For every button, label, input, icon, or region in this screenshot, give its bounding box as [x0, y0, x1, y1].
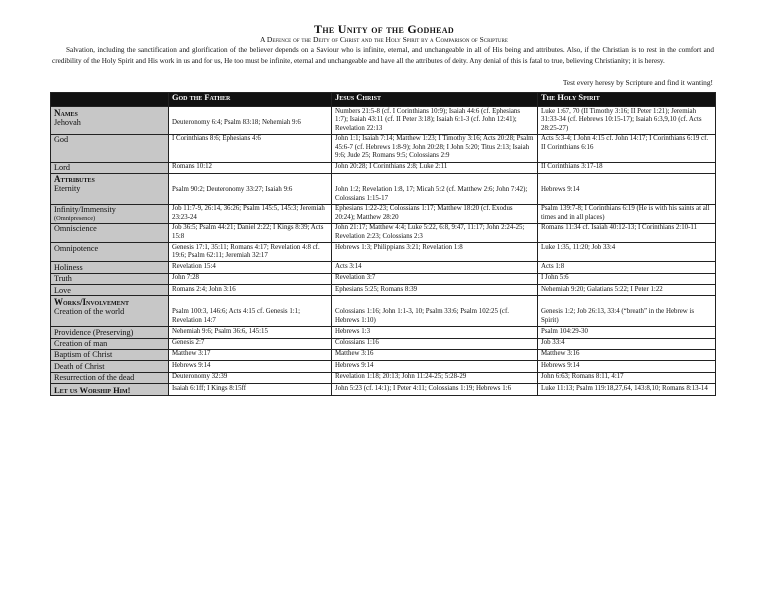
- cell-christ: Hebrews 9:14: [332, 361, 538, 372]
- cell-christ: John 1:1; Isaiah 7:14; Matthew 1:23; I Timothy 3:16; Acts 20:28; Psalm 45:6-7 (cf. Hebrews 1:8-9); John 20:28; I John 5:20; Titus 2:13; Isaiah 9:6; Jude 25; Romans 9:5; Colossians 2:9: [332, 134, 538, 162]
- table-row: [51, 162, 716, 173]
- section-header-names: [51, 107, 169, 135]
- cell-father: Genesis 17:1, 35:11; Romans 4:17; Revelation 4:8 cf. 19:6; Psalm 62:11; Jeremiah 32:17: [169, 243, 332, 262]
- row-label: Death of Christ: [51, 361, 169, 372]
- cell-christ: Matthew 3:16: [332, 349, 538, 360]
- row-label: God: [51, 134, 169, 162]
- cell-christ: Ephesians 1:22-23; Colossians 1:17; Matthew 18:20 (cf. Exodus 20:24); Matthew 28:20: [332, 204, 538, 223]
- cell-father: Genesis 2:7: [169, 338, 332, 349]
- cell-spirit: Psalm 139:7-8; I Corinthians 6:19 (He is with his saints at all times and in all places): [538, 204, 716, 223]
- table-row: [51, 223, 716, 242]
- row-label: Omnipotence: [51, 243, 169, 262]
- row-label: Providence (Preserving): [51, 327, 169, 338]
- cell-spirit: Romans 11:34 cf. Isaiah 40:12-13; I Corinthians 2:10-11: [538, 223, 716, 242]
- cell-spirit: Job 33:4: [538, 338, 716, 349]
- cell-christ: John 20:28; I Corinthians 2:8; Luke 2:11: [332, 162, 538, 173]
- test-line: Test every heresy by Scripture and find it wanting!: [562, 78, 713, 87]
- row-label: Jehovah: [54, 117, 81, 127]
- table-row: [51, 349, 716, 360]
- cell-christ: Hebrews 1:3; Philippians 3:21; Revelation 1:8: [332, 243, 538, 262]
- cell-spirit: Nehemiah 9:20; Galatians 5:22; I Peter 1:22: [538, 285, 716, 296]
- intro-text: Salvation, including the sanctification and glorification of the believer depends on a Saviour who is infinite, eternal, and unchangeable in all of His being and attributes. Also, if the Christian is to rest in the comfort and credibility of the Holy Spirit and His work in us and for us, He too must be infinite, eternal and unchangeable and have all the attributes of deity. Any denial of this is fatal to true, believing Christianity; it is heresy.: [52, 46, 714, 65]
- column-header-christ: Jesus Christ: [332, 93, 538, 107]
- row-label-text: Infinity/Immensity: [54, 205, 116, 215]
- cell-christ: Numbers 21:5-8 (cf. I Corinthians 10:9); Isaiah 44:6 (cf. Ephesians 1:7); Isaiah 43:11 (cf. II Peter 3:18); Isaiah 6:1-3 (cf. John 12:41); Revelation 22:13: [332, 107, 538, 135]
- cell-christ: Colossians 1:16; John 1:1-3, 10; Psalm 33:6; Psalm 102:25 (cf. Hebrews 1:10): [332, 296, 538, 327]
- table-row: [51, 327, 716, 338]
- cell-christ: Revelation 3:7: [332, 273, 538, 284]
- cell-spirit: I John 5:6: [538, 273, 716, 284]
- cell-father: Job 11:7-9, 26:14, 36:26; Psalm 145:5, 145:3; Jeremiah 23:23-24: [169, 204, 332, 223]
- column-header-spirit: The Holy Spirit: [538, 93, 716, 107]
- row-label: Omniscience: [51, 223, 169, 242]
- cell-spirit: John 6:63; Romans 8:11, 4:17: [538, 372, 716, 383]
- row-label: Truth: [51, 273, 169, 284]
- cell-christ: Revelation 1:18; 20:13; John 11:24-25; 5:28-29: [332, 372, 538, 383]
- cell-father: Psalm 100:3, 146:6; Acts 4:15 cf. Genesis 1:1; Revelation 14:7: [169, 296, 332, 327]
- table-row: [51, 285, 716, 296]
- cell-father: John 7:28: [169, 273, 332, 284]
- row-label: Baptism of Christ: [51, 349, 169, 360]
- column-header-father: God the Father: [169, 93, 332, 107]
- cell-christ: John 1:2; Revelation 1:8, 17; Micah 5:2 (cf. Matthew 2:6; John 7:42); Colossians 1:15-17: [332, 173, 538, 204]
- comparison-table: [50, 92, 716, 396]
- cell-spirit: Matthew 3:16: [538, 349, 716, 360]
- table-row: [51, 273, 716, 284]
- header-corner: [51, 93, 169, 107]
- section-title: Works/Involvement: [54, 296, 130, 307]
- cell-father: Romans 10:12: [169, 162, 332, 173]
- cell-christ: Ephesians 5:25; Romans 8:39: [332, 285, 538, 296]
- cell-spirit: Luke 1:67, 70 (II Timothy 3:16; II Peter 1:21); Jeremiah 31:33-34 (cf. Hebrews 10:15-17); Isaiah 6:3,9,10 (cf. Acts 28:25-27): [538, 107, 716, 135]
- row-label: Creation of man: [51, 338, 169, 349]
- cell-spirit: Hebrews 9:14: [538, 361, 716, 372]
- table-row: [51, 262, 716, 273]
- cell-christ: John 21:17; Matthew 4:4; Luke 5:22, 6:8, 9:47, 11:17; John 2:24-25; Revelation 2:23; Colossians 2:3: [332, 223, 538, 242]
- cell-spirit: Luke 1:35, 11:20; Job 33:4: [538, 243, 716, 262]
- cell-christ: Colossians 1:16: [332, 338, 538, 349]
- cell-father: Job 36:5; Psalm 44:21; Daniel 2:22; I Kings 8:39; Acts 15:8: [169, 223, 332, 242]
- row-label: Lord: [51, 162, 169, 173]
- table-row: [51, 173, 716, 204]
- cell-father: Nehemiah 9:6; Psalm 36:6, 145:15: [169, 327, 332, 338]
- section-header-attributes: [51, 173, 169, 204]
- header-row: [51, 93, 716, 107]
- cell-spirit: Hebrews 9:14: [538, 173, 716, 204]
- row-label: [51, 204, 169, 223]
- cell-father: Isaiah 6:1ff; I Kings 8:15ff: [169, 384, 332, 396]
- section-header-worship: Let us Worship Him!: [51, 384, 169, 396]
- table-row: [51, 338, 716, 349]
- cell-spirit: Luke 11:13; Psalm 119:18,27,64, 143:8,10; Romans 8:13-14: [538, 384, 716, 396]
- page-title: The Unity of the Godhead: [314, 22, 454, 36]
- cell-christ: Acts 3:14: [332, 262, 538, 273]
- row-label: Resurrection of the dead: [51, 372, 169, 383]
- table-row: [51, 134, 716, 162]
- table-row: [51, 296, 716, 327]
- row-label: Holiness: [51, 262, 169, 273]
- cell-spirit: Genesis 1:2; Job 26:13, 33:4 (“breath” in the Hebrew is Spirit): [538, 296, 716, 327]
- table-row: [51, 361, 716, 372]
- section-header-works: [51, 296, 169, 327]
- cell-spirit: Acts 1:8: [538, 262, 716, 273]
- section-title: Names: [54, 107, 78, 118]
- cell-spirit: Acts 5:3-4; I John 4:15 cf. John 14:17; I Corinthians 6:19 cf. II Corinthians 6:16: [538, 134, 716, 162]
- intro-paragraph: [52, 45, 714, 66]
- cell-spirit: Psalm 104:29-30: [538, 327, 716, 338]
- table-row: [51, 243, 716, 262]
- page-subtitle: A Defence of the Deity of Christ and the Holy Spirit by a Comparison of Scripture: [260, 35, 508, 44]
- cell-spirit: II Corinthians 3:17-18: [538, 162, 716, 173]
- cell-christ: John 5:23 (cf. 14:1); I Peter 4:11; Colossians 1:19; Hebrews 1:6: [332, 384, 538, 396]
- table-row: [51, 204, 716, 223]
- row-label: Creation of the world: [54, 306, 125, 316]
- table-row: [51, 107, 716, 135]
- table-row: [51, 384, 716, 396]
- section-title: Attributes: [54, 174, 95, 185]
- row-sublabel: (Omnipresence): [54, 214, 96, 222]
- cell-christ: Hebrews 1:3: [332, 327, 538, 338]
- cell-father: Matthew 3:17: [169, 349, 332, 360]
- cell-father: Romans 2:4; John 3:16: [169, 285, 332, 296]
- cell-father: Revelation 15:4: [169, 262, 332, 273]
- cell-father: I Corinthians 8:6; Ephesians 4:6: [169, 134, 332, 162]
- row-label: Love: [51, 285, 169, 296]
- cell-father: Deuteronomy 32:39: [169, 372, 332, 383]
- cell-father: Psalm 90:2; Deuteronomy 33:27; Isaiah 9:6: [169, 173, 332, 204]
- row-label: Eternity: [54, 184, 81, 194]
- table-row: [51, 372, 716, 383]
- cell-father: Deuteronomy 6:4; Psalm 83:18; Nehemiah 9:6: [169, 107, 332, 135]
- cell-father: Hebrews 9:14: [169, 361, 332, 372]
